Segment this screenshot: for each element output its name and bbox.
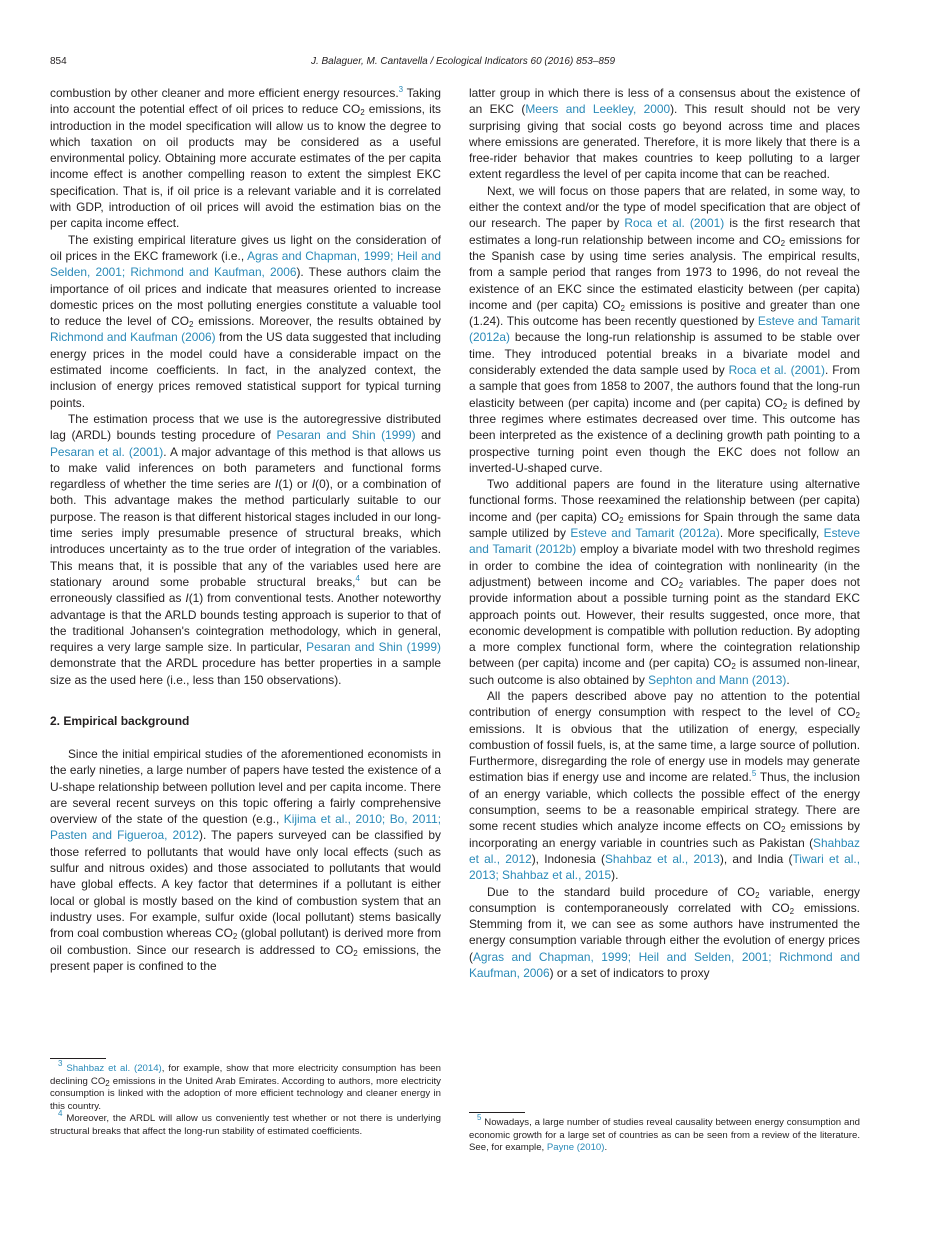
subscript: 2	[620, 303, 625, 313]
text-run: .	[604, 1142, 608, 1153]
text-run: Nowadays, a large number of studies reveal causality between energy consumption and economic growth for a large set of countries as can be seen from a review of the literature. See, for example,	[469, 1117, 860, 1153]
subscript: 2	[232, 932, 238, 942]
citation-link[interactable]: Meers and Leekley, 2000	[525, 102, 671, 117]
text-run: from the US data suggested that including energy prices in the model could have a considerable impact on the estimated income coefficients. In fact, in the analyzed context, the inclusion of energy prices removed statistical support for typical turning points.	[50, 330, 441, 410]
text-run: variable, energy consumption is contemporaneously correlated with CO	[469, 884, 860, 915]
paragraph	[469, 85, 860, 183]
text-run: (0), or a combination of both. This advantage makes the method particularly suitable to our purpose. The reason is that different historical stages included in our long-time series imply presumable presence of structural breaks, which introduces uncertainty as to the true order of integration of the variables. This means that, it is possible that any of the variables used here are stationary around some probable structural breaks,	[50, 477, 441, 589]
text-run: Two additional papers are found in the literature using alternative functional forms. Those reexamined the relationship between (per capita) income and (per capita) CO	[469, 477, 860, 524]
text-run: Next, we will focus on those papers that are related, in some way, to either the context and/or the type of model specification that are object of our research. The paper by	[469, 183, 860, 231]
text-run: employ a bivariate model with two threshold regimes in order to combine the idea of cointegration with nonlinearity (in the adjustment) between income and CO	[469, 542, 860, 589]
text-run: (1) from conventional tests. Another noteworthy advantage is that the ARLD bounds testing approach is superior to that of the traditional Johansen's cointegration methodology, which in general, requires a very large sample size. In particular,	[50, 591, 441, 655]
subscript: 2	[678, 580, 684, 590]
page-number: 854	[50, 56, 67, 67]
right-column	[469, 85, 860, 981]
footnote	[50, 1109, 441, 1138]
citation-link[interactable]: Pesaran et al. (2001)	[50, 444, 164, 459]
subscript: 2	[782, 401, 788, 411]
text-run: emissions by incorporating an energy variable in countries such as Pakistan (	[469, 819, 860, 850]
citation-link[interactable]: Esteve and Tamarit (2012a)	[469, 314, 860, 345]
text-run: is assumed non-linear, such outcome is also obtained by	[469, 656, 860, 687]
subscript: 2	[780, 238, 786, 248]
citation-link[interactable]: Esteve and Tamarit (2012a)	[570, 526, 720, 541]
paragraph	[50, 232, 441, 411]
text-run: Moreover, the ARDL will allow us conveniently test whether or not there is underlying structural breaks that affect the long-run stability of estimated coefficients.	[50, 1113, 441, 1137]
text-run: ), and India (	[719, 851, 793, 866]
text-run: All the papers described above pay no attention to the potential contribution of energy consumption with respect to the level of CO	[469, 688, 860, 720]
text-run: emissions, the present paper is confined to the	[50, 942, 442, 973]
text-run: .	[786, 672, 790, 687]
italic-text: I	[185, 591, 189, 606]
citation-link[interactable]: Shahbaz et al., 2012	[469, 835, 860, 866]
text-run: The existing empirical literature gives us light on the consideration of oil prices in the EKC framework (i.e.,	[50, 232, 441, 263]
text-run: (global pollutant) is derived more from oil combustion. Since our research is addressed to CO	[50, 926, 441, 957]
subscript: 2	[755, 890, 760, 900]
subscript: 2	[780, 825, 786, 835]
text-run: ). The papers surveyed can be classified by those referred to pollutants that would have only local effects (such as sulfur and nitrous oxides) and those associated to pollutants that would have global effects. A key factor that determines if a pollutant is either local or global is mostly based on the kind of combustion system that an industry uses. For example, sulfur oxide (local pollutant) stems basically from coal combustion whereas CO	[50, 828, 441, 941]
citation-link[interactable]: Pesaran and Shin (1999)	[306, 640, 441, 655]
text-run: is the first research that estimates a long-run relationship between income and CO	[469, 216, 860, 247]
text-run: emissions for the Spanish case by using time series analysis. The empirical results, from a sample period that ranges from 1973 to 1996, do not reveal the existence of an EKC since the estimated elasticity between (per capita) income and (per capita) CO	[469, 232, 860, 312]
subscript: 2	[789, 906, 795, 916]
text-run: variables. The paper does not provide information about a possible turning point as the standard EKC approach points out. However, their results suggested, once more, that economic development is compatible with pollution reduction. By adopting a more complex functional form, where the cointegration relationship between (per capita) income and (per capita) CO	[469, 574, 860, 671]
subscript: 2	[855, 711, 860, 721]
left-column	[50, 85, 441, 974]
citation-link[interactable]: Shahbaz et al., 2013	[605, 851, 720, 866]
paragraph	[50, 411, 441, 688]
citation-link[interactable]: Esteve and Tamarit (2012b)	[469, 526, 860, 557]
text-run: because the long-run relationship is assumed to be stable over time. They introduced potential breaks in a bivariate model and considerably extended the data sample used by	[469, 330, 860, 378]
text-run: ) or a set of indicators to proxy	[549, 966, 710, 981]
paragraph	[50, 85, 441, 232]
text-run: and	[415, 428, 441, 443]
text-run: , for example, show that more electricity consumption has been declining CO	[50, 1063, 441, 1087]
citation-link[interactable]: Shahbaz et al. (2014)	[66, 1063, 162, 1074]
subscript: 2	[619, 515, 624, 525]
citation-link[interactable]: Agras and Chapman, 1999; Heil and Selden, 2001; Richmond and Kaufman, 2006	[50, 248, 441, 280]
footnote-marker[interactable]: 4	[58, 1109, 63, 1118]
paragraph	[50, 746, 441, 974]
footnote-marker[interactable]: 5	[751, 769, 757, 779]
text-run: The estimation process that we use is the autoregressive distributed lag (ARDL) bounds testing procedure of	[50, 411, 441, 443]
citation-link[interactable]: Agras and Chapman, 1999; Heil and Selden, 2001; Richmond and Kaufman, 2006	[469, 949, 860, 981]
text-run: emissions, its introduction in the model specification will allow us to know the degree to which taxation on oil products may be considered as a useful environmental policy. Obtaining more accurate estimates of the per capita income effect is another compelling reason to extent the simplest EKC specification. That is, if oil price is a relevant variable and it is correlated with GDP, introduction of oil prices will avoid the estimation bias on the per capita income effect.	[50, 102, 441, 231]
citation-link[interactable]: Sephton and Mann (2013)	[648, 672, 787, 687]
text-run: is defined by three regimes where estimates decreased over time. This outcome has been interpreted as the existence of a declining growth path pointing to a prospective turning point even though the EKC does not follow an inverted-U-shaped curve.	[469, 395, 860, 475]
footnote-marker[interactable]: 5	[477, 1113, 482, 1122]
subscript: 2	[731, 662, 736, 672]
left-paragraphs-before	[50, 85, 441, 688]
footnote-marker[interactable]: 4	[355, 573, 360, 583]
paragraph	[469, 884, 860, 982]
paragraph	[469, 688, 860, 884]
text-run: . More specifically,	[719, 526, 824, 541]
text-run: . From a sample that goes from 1858 to 2007, the authors found that the long-run elasticity between (per capita) income and (per capita) CO	[469, 363, 860, 410]
paragraph	[469, 476, 860, 688]
paragraph	[469, 183, 860, 476]
right-paragraphs	[469, 85, 860, 981]
footnote	[50, 1059, 441, 1113]
text-run: ).	[611, 868, 619, 883]
subscript: 2	[189, 320, 194, 330]
footnote-marker[interactable]: 3	[58, 1059, 63, 1068]
italic-text: I	[311, 477, 316, 492]
left-paragraphs-after	[50, 746, 441, 974]
text-run: (1) or	[278, 477, 312, 492]
text-run: demonstrate that the ARDL procedure has better properties in a sample size as the used here (i.e., less than 150 observations).	[50, 656, 441, 687]
text-run: emissions for Spain through the same data sample utilized by	[469, 509, 860, 541]
text-run: Thus, the inclusion of an energy variable, which collects the possible effect of the energy consumption, seems to be a reasonable empirical strategy. There are some recent studies which analyze income effects on CO	[469, 770, 860, 834]
section-heading: 2. Empirical background	[50, 713, 190, 728]
footnotes-left	[50, 1059, 441, 1138]
citation-link[interactable]: Richmond and Kaufman (2006)	[50, 330, 216, 345]
footnote-marker[interactable]: 3	[398, 85, 404, 94]
running-head: J. Balaguer, M. Cantavella / Ecological Indicators 60 (2016) 853–859	[310, 56, 616, 67]
citation-link[interactable]: Pesaran and Shin (1999)	[276, 428, 416, 443]
text-run: combustion by other cleaner and more efficient energy resources.	[50, 86, 399, 100]
text-run: latter group in which there is less of a consensus about the existence of an EKC (	[469, 86, 860, 117]
subscript: 2	[105, 1078, 110, 1088]
citation-link[interactable]: Roca et al. (2001)	[624, 216, 725, 231]
text-run: emissions in the United Arab Emirates. According to authors, more electricity consumption is linked with the adoption of more efficient technology and cleaner energy in this country.	[50, 1075, 441, 1112]
citation-link[interactable]: Tiwari et al., 2013; Shahbaz et al., 2015	[469, 851, 861, 883]
citation-link[interactable]: Payne (2010)	[546, 1142, 605, 1153]
subscript: 2	[353, 948, 358, 958]
text-run: emissions. Stemming from it, we can see as some authors have instrumented the energy consumption variable through either the evolution of energy prices (	[469, 900, 860, 964]
text-run: . A major advantage of this method is that allows us to make valid inferences on both parameters and functional forms regardless of whether the time series are	[50, 444, 441, 492]
citation-link[interactable]: Roca et al. (2001)	[728, 363, 826, 378]
text-run: emissions. It is obvious that the utilization of energy, especially combustion of fossil fuels, is, at the same time, a large source of pollution. Furthermore, disregarding the role of energy use in models may generate estimation bias if energy use and income are related.	[469, 721, 860, 785]
citation-link[interactable]: Kijima et al., 2010; Bo, 2011; Pasten and Figueroa, 2012	[50, 812, 441, 843]
text-run: ). These authors claim the importance of oil prices and indicate that measures oriented to increase domestic prices on the most polluting energies constitute a valuable tool to reduce the level of CO	[50, 265, 441, 329]
footnotes-right	[469, 1113, 860, 1155]
text-run: ). This result should not be very surprising giving that social costs go beyond across time and places where emissions are generated. Therefore, it is more likely that there is a free-rider behavior that makes countries to keep polluting to a larger extent regardless the level of per capita income that can be reached.	[469, 102, 860, 182]
text-run: Taking into account the potential effect of oil prices to reduce CO	[50, 86, 441, 117]
text-run: but can be erroneously classified as	[50, 574, 442, 606]
subscript: 2	[360, 108, 365, 118]
footnote	[469, 1113, 860, 1155]
text-run: ), Indonesia (	[531, 851, 605, 866]
text-run: Due to the standard build procedure of CO	[487, 884, 756, 899]
text-run: emissions. Moreover, the results obtained by	[193, 314, 442, 329]
text-run: Since the initial empirical studies of the aforementioned economists in the early nineties, a large number of papers have tested the existence of a U-shape relationship between pollution level and per capita income. There are several recent surveys on this topic offering a fairly comprehensive overview of the state of the question (e.g.,	[50, 746, 441, 827]
italic-text: I	[275, 477, 279, 492]
text-run: emissions is positive and greater than one (1.24). This outcome has been recently questioned by	[469, 297, 860, 329]
